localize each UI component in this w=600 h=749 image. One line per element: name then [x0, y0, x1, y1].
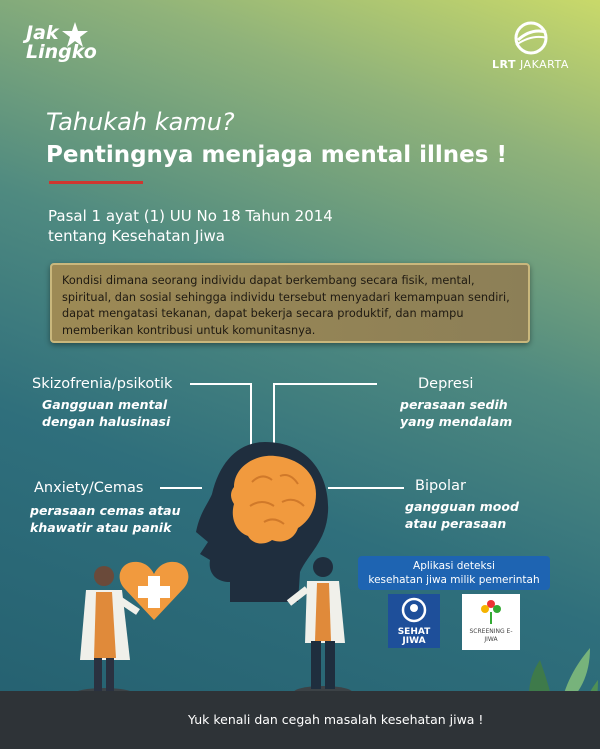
jaklingko-star-icon	[58, 20, 92, 50]
doctor-left-illustration	[72, 560, 142, 700]
anxiety-name: Anxiety/Cemas	[34, 480, 144, 496]
anxiety-desc-1: perasaan cemas atau	[30, 503, 181, 518]
lrt-logo-prefix: LRT	[492, 58, 516, 71]
lrt-logo-icon	[512, 20, 550, 56]
skizofrenia-desc-2: dengan halusinasi	[42, 414, 171, 429]
subtitle: Tahukah kamu?	[46, 108, 235, 136]
bipolar-desc-2: atau perasaan	[405, 516, 507, 531]
footer-text: Yuk kenali dan cegah masalah kesehatan jiwa !	[188, 712, 484, 727]
doctor-right-illustration	[285, 553, 355, 703]
law-reference	[48, 206, 408, 246]
depresi-desc-1: perasaan sedih	[400, 397, 508, 412]
head-outline-icon	[388, 594, 440, 626]
label-skizofrenia	[32, 376, 172, 430]
skizofrenia-desc-1: Gangguan mental	[42, 397, 168, 412]
jaklingko-logo-line1: Jak	[26, 22, 59, 44]
label-depresi	[388, 376, 528, 430]
jaklingko-logo-line2: Lingko	[26, 41, 97, 63]
law-line-1: Pasal 1 ayat (1) UU No 18 Tahun 2014	[48, 207, 333, 225]
label-bipolar	[405, 478, 519, 532]
depresi-desc-2: yang mendalam	[400, 414, 513, 429]
bipolar-name: Bipolar	[415, 478, 466, 494]
connector-line	[190, 383, 252, 385]
sehat-jiwa-label-line-2: JIWA	[402, 636, 426, 646]
screening-e-jiwa-label: SCREENING E-JIWA	[469, 628, 513, 643]
apps-banner	[358, 556, 550, 590]
skizofrenia-name: Skizofrenia/psikotik	[32, 376, 173, 392]
apps-banner-line-2: kesehatan jiwa milik pemerintah	[368, 574, 540, 586]
page-title: Pentingnya menjaga mental illnes !	[46, 142, 507, 168]
lrt-logo-text	[492, 58, 569, 71]
connector-line	[273, 383, 377, 385]
definition-text: Kondisi dimana seorang individu dapat berkembang secara fisik, mental, spiritual, dan sosial sehingga individu tersebut menyadari kemampuan sendiri, dapat mengatasi tekanan, dapat bekerja secara produktif, dan mampu memberikan kontribusi untuk komunitasnya.	[62, 274, 510, 337]
sehat-jiwa-label	[392, 628, 436, 646]
lrt-logo-suffix: JAKARTA	[520, 58, 569, 71]
label-anxiety	[30, 480, 181, 536]
bipolar-desc-1: gangguan mood	[405, 499, 519, 514]
anxiety-desc-2: khawatir atau panik	[30, 520, 172, 535]
apps-banner-line-1: Aplikasi deteksi	[413, 560, 495, 572]
definition-box	[50, 263, 530, 343]
law-line-2: tentang Kesehatan Jiwa	[48, 227, 225, 245]
sehat-jiwa-label-line-1: SEHAT	[397, 627, 431, 637]
title-underline	[49, 181, 143, 184]
depresi-name: Depresi	[418, 376, 474, 392]
